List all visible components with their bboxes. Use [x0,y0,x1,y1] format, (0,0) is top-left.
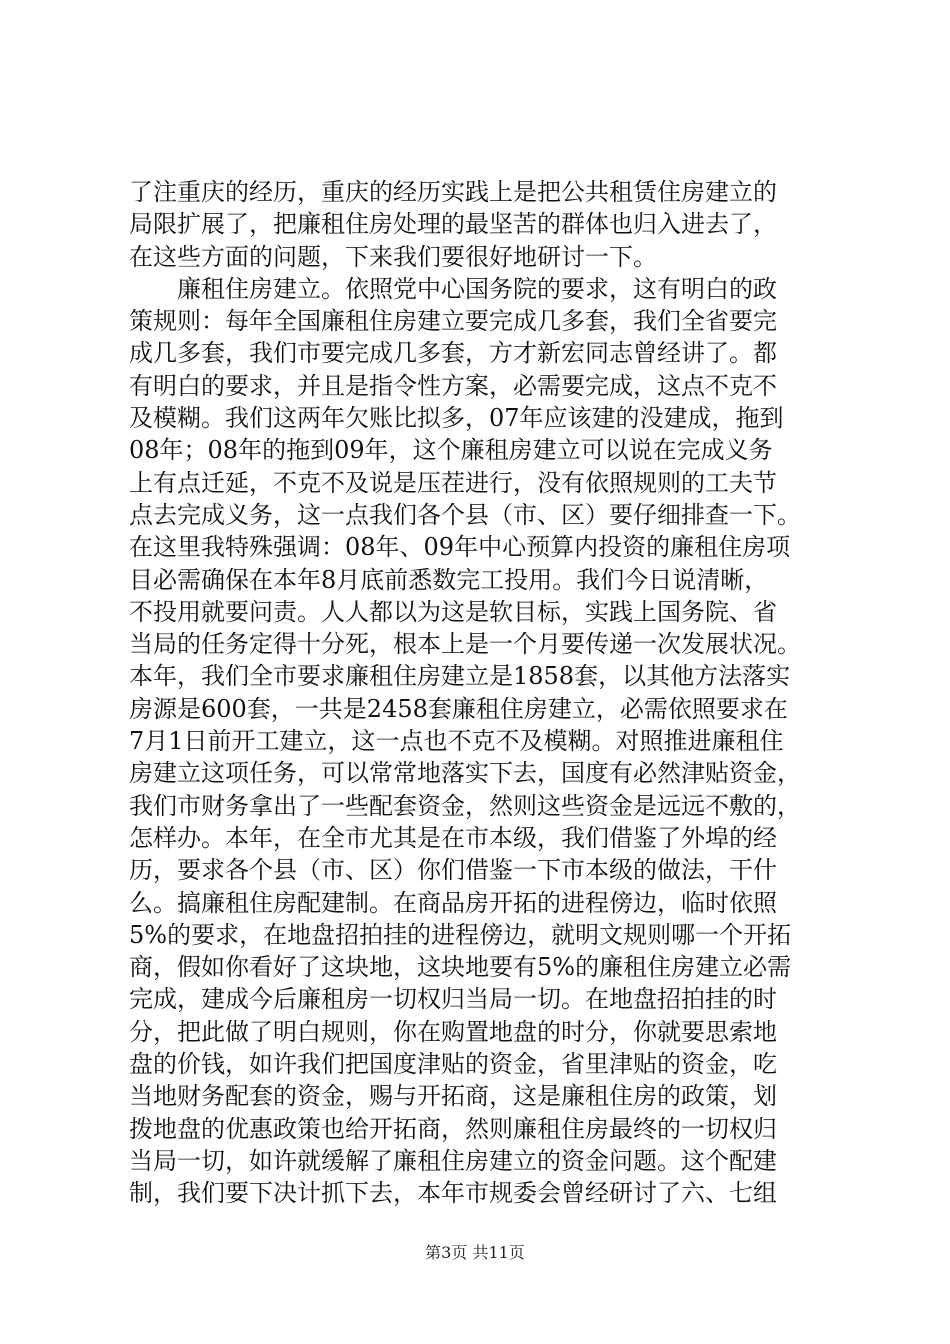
text-line: 点去完成义务，这一点我们各个县（市、区）要仔细排查一下。 [129,500,801,529]
text-line: 历，要求各个县（市、区）你们借鉴一下市本级的做法，干什 [129,856,777,885]
text-line: 当局一切，如许就缓解了廉租住房建立的资金问题。这个配建 [129,1146,777,1175]
page-number: 第3页 共11页 [425,1243,525,1262]
text-line: 我们市财务拿出了一些配套资金，然则这些资金是远远不敷的， [129,791,801,820]
text-line: 7月1日前开工建立，这一点也不克不及模糊。对照推进廉租住 [129,727,784,756]
text-line: 有明白的要求，并且是指令性方案，必需要完成，这点不克不 [129,371,777,400]
text-line: 本年，我们全市要求廉租住房建立是1858套，以其他方法落实 [129,662,791,691]
text-line: 在这里我特殊强调：08年、09年中心预算内投资的廉租住房项 [129,533,791,562]
text-line: 策规则：每年全国廉租住房建立要完成几多套，我们全省要完 [129,307,777,336]
paragraph-start-line: 廉租住房建立。依照党中心国务院的要求，这有明白的政 [177,274,777,303]
text-line: 么。搞廉租住房配建制。在商品房开拓的进程傍边，临时依照 [129,888,777,917]
text-line: 完成，建成今后廉租房一切权归当局一切。在地盘招拍挂的时 [129,985,777,1014]
text-line: 及模糊。我们这两年欠账比拟多，07年应该建的没建成，拖到 [129,404,784,433]
text-line: 目必需确保在本年8月底前悉数完工投用。我们今日说清晰， [129,565,769,594]
text-line: 分，把此做了明白规则，你在购置地盘的时分，你就要思索地 [129,1017,777,1046]
text-line: 房建立这项任务，可以常常地落实下去，国度有必然津贴资金， [129,759,801,788]
text-line: 当地财务配套的资金，赐与开拓商，这是廉租住房的政策，划 [129,1082,777,1111]
text-line: 5%的要求，在地盘招拍挂的进程傍边，就明文规则哪一个开拓 [129,920,792,949]
text-line: 当局的任务定得十分死，根本上是一个月要传递一次发展状况。 [129,630,801,659]
text-line: 局限扩展了，把廉租住房处理的最坚苦的群体也归入进去了， [129,210,777,239]
text-line: 在这些方面的问题，下来我们要很好地研讨一下。 [129,242,657,271]
body-text [129,176,829,1210]
text-line: 上有点迁延，不克不及说是压茬进行，没有依照规则的工夫节 [129,468,777,497]
text-line: 08年；08年的拖到09年，这个廉租房建立可以说在完成义务 [129,436,773,465]
text-line: 怎样办。本年，在全市尤其是在市本级，我们借鉴了外埠的经 [129,823,777,852]
text-line: 了注重庆的经历，重庆的经历实践上是把公共租赁住房建立的 [129,178,777,206]
text-line: 商，假如你看好了这块地，这块地要有5%的廉租住房建立必需 [129,953,792,982]
text-line: 拨地盘的优惠政策也给开拓商，然则廉租住房最终的一切权归 [129,1114,777,1143]
text-line: 盘的价钱，如许我们把国度津贴的资金，省里津贴的资金，吃 [129,1050,777,1079]
text-line: 房源是600套，一共是2458套廉租住房建立，必需依照要求在 [129,694,788,723]
text-line: 不投用就要问责。人人都以为这是软目标，实践上国务院、省 [129,597,777,626]
text-line: 制，我们要下决计抓下去，本年市规委会曾经研讨了六、七组 [129,1179,777,1208]
page-footer [0,1240,950,1263]
text-line: 成几多套，我们市要完成几多套，方才新宏同志曾经讲了。都 [129,339,777,368]
